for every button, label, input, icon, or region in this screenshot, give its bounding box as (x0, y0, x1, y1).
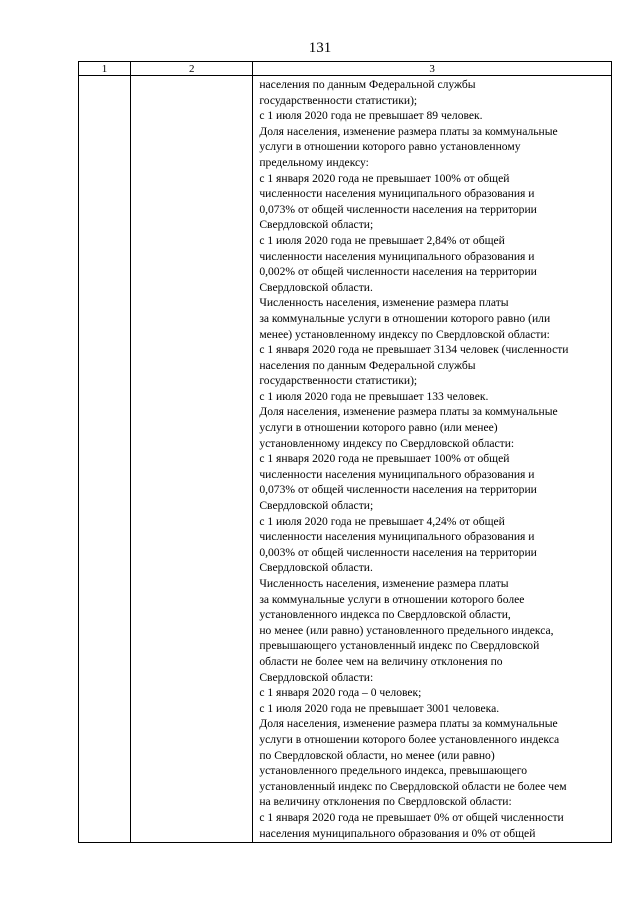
text-line: 0,002% от общей численности населения на территории (259, 265, 537, 279)
text-line: 0,003% от общей численности населения на территории (259, 545, 537, 559)
text-line: 0,073% от общей численности населения на территории (259, 483, 537, 497)
text-line: численности населения муниципального образования и (259, 467, 535, 481)
text-line: с 1 января 2020 года – 0 человек; (259, 686, 422, 700)
header-col-2: 2 (131, 62, 253, 76)
text-line: с 1 января 2020 года не превышает 0% от общей численности (259, 810, 564, 824)
text-line: превышающего установленный индекс по Свердловской (259, 639, 540, 653)
text-line: по Свердловской области, но менее (или равно) (259, 748, 495, 762)
text-line: с 1 июля 2020 года не превышает 3001 человека. (259, 701, 500, 715)
cell-col-2 (131, 76, 253, 843)
text-line: услуги в отношении которого более установленного индекса (259, 732, 560, 746)
text-line: с 1 января 2020 года не превышает 3134 человек (численности (259, 343, 569, 357)
page-number: 131 (308, 40, 332, 56)
text-line: государственности статистики); (259, 93, 418, 107)
text-line: за коммунальные услуги в отношении которого более (259, 592, 525, 606)
text-line: населения муниципального образования и 0% от общей (259, 826, 536, 840)
text-line: установленного индекса по Свердловской области, (259, 608, 511, 622)
text-line: численности населения муниципального образования и (259, 530, 535, 544)
text-line: Свердловской области. (259, 561, 373, 575)
text-line: Численность населения, изменение размера платы (259, 577, 509, 590)
text-line: численности населения муниципального образования и (259, 187, 535, 201)
text-line: но менее (или равно) установленного предельного индекса, (259, 623, 554, 637)
text-line: установленный индекс по Свердловской области не более чем (259, 779, 567, 793)
text-line: предельному индексу: (259, 155, 369, 169)
text-line: области не более чем на величину отклонения по (259, 654, 503, 668)
text-line: с 1 января 2020 года не превышает 100% от общей (259, 452, 510, 466)
cell-col-3 (253, 76, 612, 843)
text-line: с 1 июля 2020 года не превышает 4,24% от общей (259, 514, 505, 528)
text-line: установленного предельного индекса, превышающего (259, 764, 528, 778)
text-line: услуги в отношении которого равно (или менее) (259, 421, 498, 435)
text-line: Свердловской области: (259, 670, 374, 684)
text-line: установленному индексу по Свердловской области: (259, 436, 515, 450)
text-line: с 1 июля 2020 года не превышает 89 человек. (259, 109, 483, 123)
table-row (79, 76, 612, 843)
text-line: за коммунальные услуги в отношении которого равно (или (259, 311, 551, 325)
table-header (79, 62, 612, 76)
text-line: численности населения муниципального образования и (259, 249, 535, 263)
text-line: с 1 января 2020 года не превышает 100% от общей (259, 171, 510, 185)
text-line: на величину отклонения по Свердловской области: (259, 795, 512, 809)
text-line: Свердловской области; (259, 499, 374, 513)
text-line: населения по данным Федеральной службы (259, 78, 476, 91)
table-body (79, 76, 612, 843)
header-col-3: 3 (253, 62, 612, 76)
header-row (79, 62, 612, 76)
cell-col-3-text (253, 76, 611, 841)
text-line: Свердловской области; (259, 218, 374, 232)
text-line: населения по данным Федеральной службы (259, 358, 476, 372)
text-line: с 1 июля 2020 года не превышает 2,84% от общей (259, 233, 505, 247)
text-line: услуги в отношении которого равно установленному (259, 140, 521, 154)
header-col-1: 1 (79, 62, 131, 76)
cell-col-1 (79, 76, 131, 843)
text-line: государственности статистики); (259, 374, 418, 388)
text-line: с 1 июля 2020 года не превышает 133 человек. (259, 389, 489, 403)
text-line: Численность населения, изменение размера платы (259, 296, 509, 310)
text-line: 0,073% от общей численности населения на территории (259, 202, 537, 216)
text-line: Доля населения, изменение размера платы за коммунальные (259, 124, 558, 138)
text-line: Свердловской области. (259, 280, 373, 294)
document-table (78, 61, 612, 843)
text-line: Доля населения, изменение размера платы за коммунальные (259, 405, 558, 419)
text-line: менее) установленному индексу по Свердловской области: (259, 327, 550, 341)
text-line: Доля населения, изменение размера платы за коммунальные (259, 717, 558, 731)
